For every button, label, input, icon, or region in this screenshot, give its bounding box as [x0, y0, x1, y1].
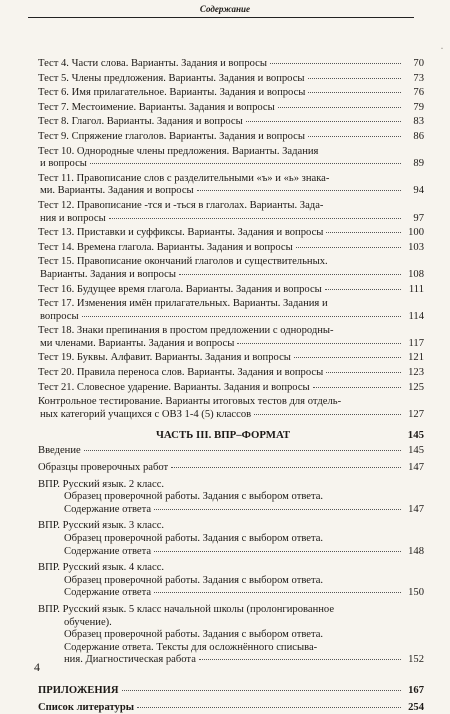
- toc-entry: [0, 146, 450, 171]
- toc-page-number: 97: [413, 212, 424, 224]
- toc-entry-text: ПРИЛОЖЕНИЯ: [38, 684, 119, 696]
- toc-entry-text: Тест 15. Правописание окончаний глаголов и существительных.: [38, 256, 328, 268]
- toc-page-number: 70: [413, 58, 424, 69]
- toc-entry-text: Содержание ответа: [64, 587, 152, 599]
- dot-leader: [308, 92, 401, 93]
- toc-page-number: 83: [413, 116, 424, 128]
- toc-entry-text: ВПР. Русский язык. 2 класс.: [38, 478, 165, 490]
- dot-leader: [179, 274, 401, 275]
- dot-leader: [171, 467, 401, 468]
- dot-leader: [122, 690, 402, 691]
- dot-leader: [199, 659, 401, 660]
- toc-entry-text: Тест 21. Словесное ударение. Варианты. Задания и вопросы: [38, 381, 310, 393]
- dot-leader: [137, 707, 401, 708]
- toc-entry-text: Варианты. Задания и вопросы: [40, 268, 177, 280]
- dot-leader: [313, 387, 401, 388]
- toc-entry: [0, 479, 450, 517]
- toc-page-number: 167: [408, 684, 424, 696]
- toc-entry-text: Образец проверочной работы. Задания с выбором ответа.: [64, 491, 324, 503]
- dot-leader: [294, 357, 401, 358]
- dot-leader: [154, 592, 401, 593]
- toc-entry-text: Тест 10. Однородные члены предложения. Варианты. Задания: [38, 145, 319, 157]
- toc-entry-text: Тест 8. Глагол. Варианты. Задания и вопросы: [38, 116, 243, 128]
- toc-page-number: 76: [413, 87, 424, 99]
- toc-entry-text: и вопросы: [40, 158, 87, 170]
- page-number: 4: [34, 660, 40, 674]
- toc-entry-text: ми. Варианты. Задания и вопросы: [40, 185, 194, 197]
- toc-entry-text: Тест 12. Правописание -тся и -ться в глаголах. Варианты. Зада-: [38, 199, 324, 211]
- toc-entry: [0, 562, 450, 600]
- dot-leader: [270, 63, 401, 64]
- part-heading: [156, 429, 424, 441]
- toc-page-number: 147: [408, 462, 424, 474]
- toc-entry: [0, 227, 450, 240]
- toc-entry-text: ВПР. Русский язык. 4 класс.: [38, 562, 165, 574]
- toc-entry: [0, 200, 450, 225]
- part-title: ЧАСТЬ III. ВПР–ФОРМАТ: [156, 429, 291, 442]
- toc-page-number: 148: [408, 545, 424, 557]
- toc-entry: [0, 604, 450, 667]
- toc-entry-text: Образец проверочной работы. Задания с выбором ответа.: [64, 629, 324, 641]
- toc-page-number: 73: [413, 72, 424, 84]
- toc-entry-text: ния и вопросы: [40, 212, 106, 224]
- toc-entry-text: Тест 4. Части слова. Варианты. Задания и вопросы: [38, 58, 267, 69]
- toc-entry: [0, 242, 450, 255]
- toc-page-number: 121: [408, 352, 424, 364]
- dot-leader: [237, 343, 401, 344]
- toc-page-number: 89: [413, 158, 424, 170]
- dot-leader: [326, 372, 401, 373]
- toc-entry-text: Тест 14. Времена глагола. Варианты. Задания и вопросы: [38, 241, 293, 253]
- toc-page-number: 127: [408, 408, 424, 420]
- dot-leader: [278, 107, 401, 108]
- toc-entry: [0, 173, 450, 198]
- toc-entry-text: Тест 9. Спряжение глаголов. Варианты. Задания и вопросы: [38, 130, 306, 142]
- toc-entry: [0, 396, 450, 421]
- toc-entry: [0, 367, 450, 380]
- toc-entry-text: ми членами. Варианты. Задания и вопросы: [40, 337, 235, 349]
- toc-page-number: 254: [408, 701, 424, 713]
- toc-entry: [0, 116, 450, 129]
- edge-mark: ·: [440, 41, 444, 55]
- dot-leader: [308, 136, 401, 137]
- toc-page-number: 79: [413, 101, 424, 113]
- toc-entry-text: ВПР. Русский язык. 5 класс начальной школы (пролонгированное: [38, 603, 335, 615]
- dot-leader: [154, 509, 401, 510]
- toc-page-number: 117: [408, 337, 424, 349]
- toc-entry-text: Тест 17. Изменения имён прилагательных. Варианты. Задания и: [38, 298, 328, 310]
- toc-entry: [0, 520, 450, 558]
- toc-entry: [0, 298, 450, 323]
- part-page: 145: [407, 429, 424, 442]
- toc-page-number: 86: [413, 130, 424, 142]
- toc-entry-text: ВПР. Русский язык. 3 класс.: [38, 520, 165, 532]
- toc-entry-text: вопросы: [40, 310, 79, 322]
- toc-entry: [0, 462, 450, 475]
- dot-leader: [296, 247, 401, 248]
- toc-page-number: 114: [408, 310, 424, 322]
- toc-entry-text: Содержание ответа: [64, 503, 152, 515]
- toc-page-number: 103: [408, 241, 424, 253]
- toc-entry: [0, 131, 450, 144]
- toc-entry-text: Тест 13. Приставки и суффиксы. Варианты. Задания и вопросы: [38, 227, 324, 239]
- toc-entry: [0, 256, 450, 281]
- toc-page-number: 150: [408, 587, 424, 599]
- dot-leader: [254, 414, 401, 415]
- dot-leader: [246, 121, 401, 122]
- toc-entry-text: Образец проверочной работы. Задания с выбором ответа.: [64, 574, 324, 586]
- toc-page-number: 147: [408, 503, 424, 515]
- toc-entry-text: Образцы проверочных работ: [38, 462, 169, 474]
- dot-leader: [84, 450, 401, 451]
- toc-entry: [0, 702, 450, 714]
- toc-entry: [0, 58, 450, 71]
- dot-leader: [82, 316, 401, 317]
- toc-entry-text: Тест 5. Члены предложения. Варианты. Задания и вопросы: [38, 72, 305, 84]
- toc-page-number: 125: [408, 381, 424, 393]
- toc-page-number: 94: [413, 185, 424, 197]
- toc-entry-text: ния. Диагностическая работа: [64, 654, 196, 666]
- toc-entry: [0, 685, 450, 698]
- toc-page-number: 111: [408, 283, 424, 295]
- toc-entry: [0, 102, 450, 115]
- toc-entry-text: Тест 18. Знаки препинания в простом предложении с однородны-: [38, 325, 334, 337]
- dot-leader: [109, 218, 401, 219]
- toc-entry-text: Введение: [38, 445, 81, 457]
- toc-page-number: 108: [408, 268, 424, 280]
- toc-page-number: 123: [408, 367, 424, 379]
- toc-entry-text: Содержание ответа: [64, 545, 152, 557]
- dot-leader: [308, 78, 401, 79]
- toc-entry-text: Тест 16. Будущее время глагола. Варианты. Задания и вопросы: [38, 283, 322, 295]
- toc-entry: [0, 445, 450, 458]
- toc-page-number: 100: [408, 227, 424, 239]
- toc-entry: [0, 87, 450, 100]
- toc-entry-text: Тест 11. Правописание слов с разделительными «ъ» и «ь» знака-: [38, 172, 330, 184]
- toc-entry-text: Тест 6. Имя прилагательное. Варианты. Задания и вопросы: [38, 87, 306, 99]
- toc-entry-text: Список литературы: [38, 701, 135, 713]
- toc-entry-text: ных категорий учащихся с ОВЗ 1-4 (5) классов: [40, 408, 252, 420]
- toc-entry-text: Содержание ответа. Тексты для осложнённого списыва-: [64, 641, 318, 653]
- toc-entry-text: Тест 7. Местоимение. Варианты. Задания и вопросы: [38, 101, 275, 113]
- header-title: Содержание: [199, 4, 251, 14]
- toc-entry-text: Тест 19. Буквы. Алфавит. Варианты. Задания и вопросы: [38, 352, 291, 364]
- dot-leader: [90, 163, 401, 164]
- toc-entry: [0, 73, 450, 86]
- toc-entry-text: Контрольное тестирование. Варианты итоговых тестов для отдель-: [38, 396, 342, 408]
- toc-entry: [0, 382, 450, 395]
- dot-leader: [154, 551, 401, 552]
- toc-entry-text: обучение).: [64, 616, 112, 628]
- toc-page-number: 145: [408, 445, 424, 457]
- toc-entry: [0, 352, 450, 365]
- toc-entry: [0, 325, 450, 350]
- toc-entry-text: Образец проверочной работы. Задания с выбором ответа.: [64, 533, 324, 544]
- dot-leader: [326, 232, 401, 233]
- toc-entry-text: Тест 20. Правила переноса слов. Варианты. Задания и вопросы: [38, 367, 324, 379]
- toc-page-number: 152: [408, 654, 424, 666]
- toc-entry: [0, 284, 450, 297]
- dot-leader: [325, 289, 401, 290]
- dot-leader: [197, 190, 401, 191]
